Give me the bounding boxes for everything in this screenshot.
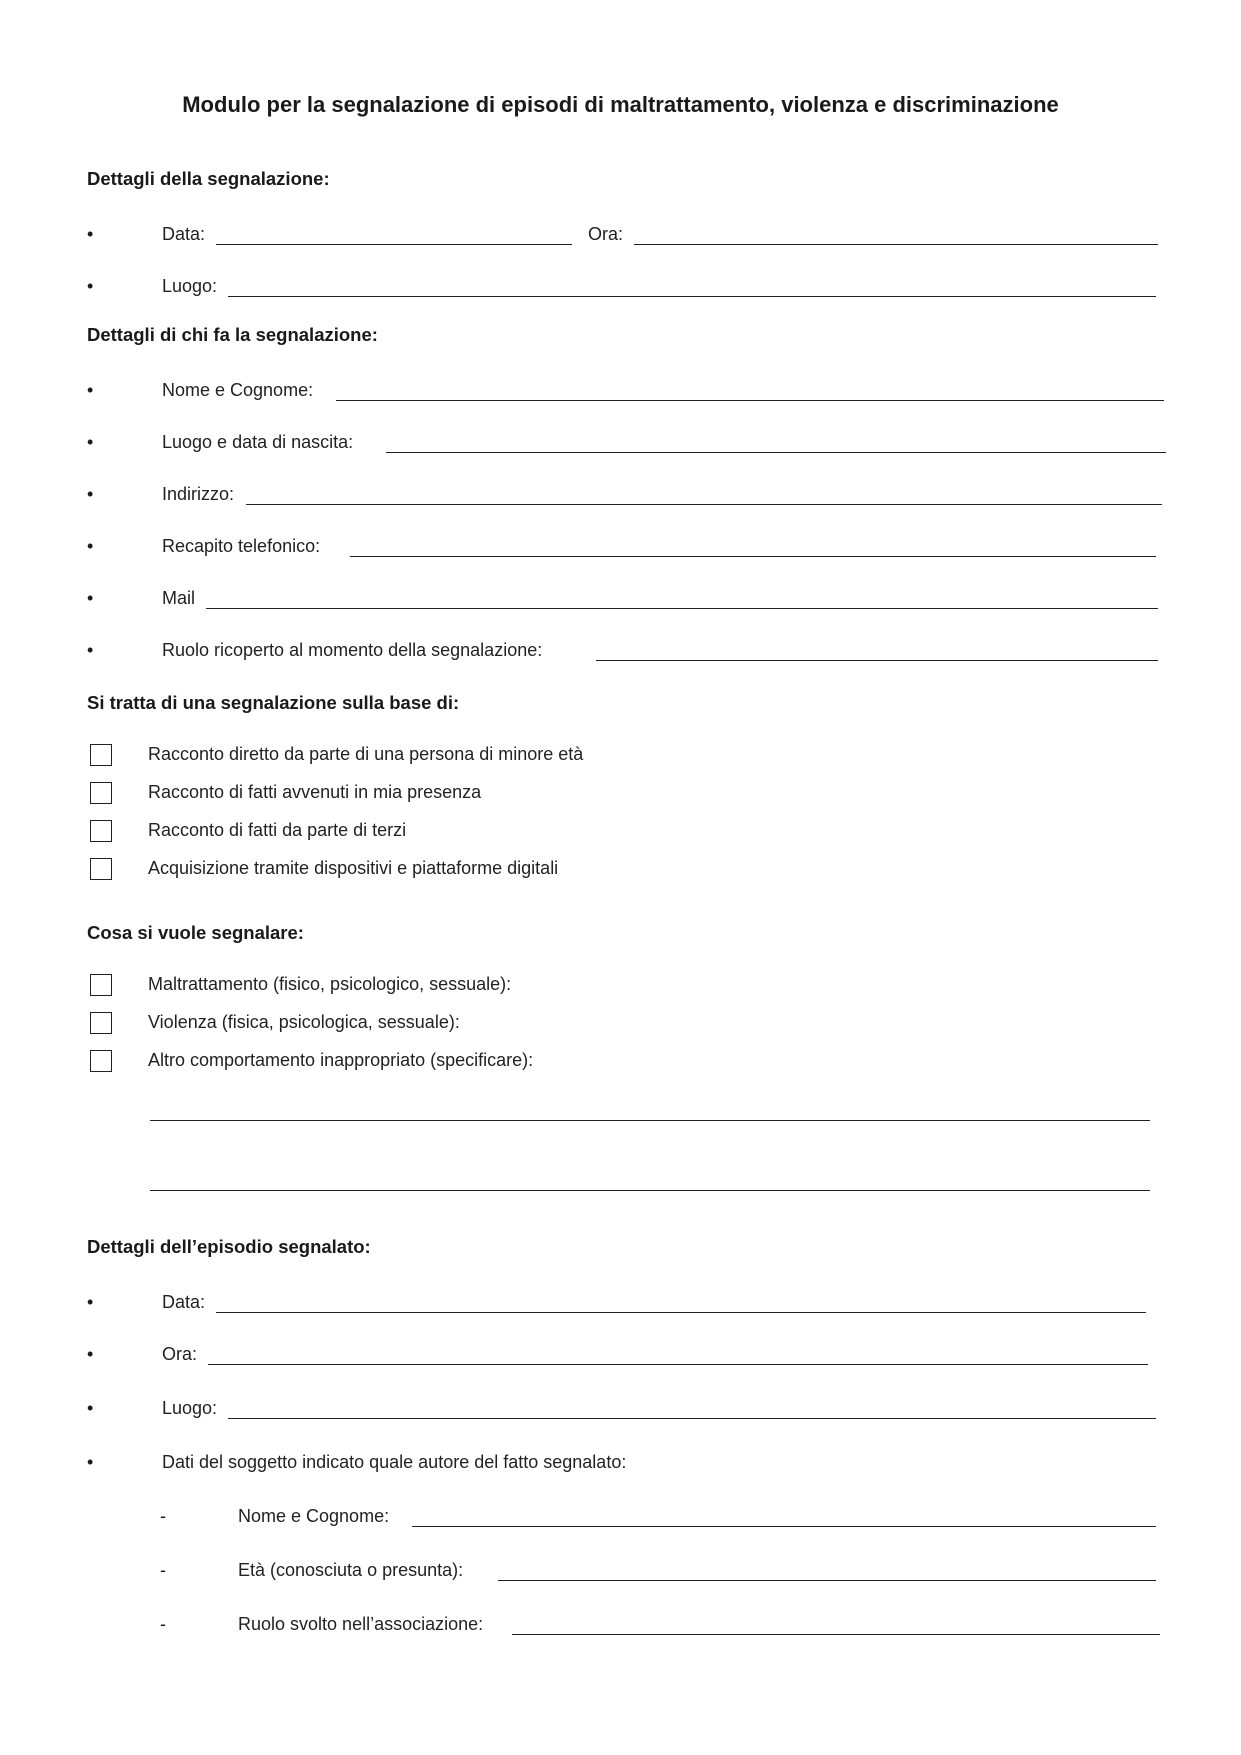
basis-checkbox-witnessed[interactable]: [90, 782, 112, 804]
section-heading-report-basis: Si tratta di una segnalazione sulla base di:: [87, 692, 460, 713]
author-role-field[interactable]: [512, 1634, 1160, 1635]
author-data-label: Dati del soggetto indicato quale autore del fatto segnalato:: [162, 1452, 627, 1472]
author-age-field[interactable]: [498, 1580, 1156, 1581]
basis-checkbox-digital[interactable]: [90, 858, 112, 880]
bullet: •: [87, 276, 94, 296]
type-checkbox-violence[interactable]: [90, 1012, 112, 1034]
type-checkbox-other[interactable]: [90, 1050, 112, 1072]
date-label: Data:: [162, 224, 206, 244]
section-heading-report-details: Dettagli della segnalazione:: [87, 168, 330, 189]
other-specify-line-1[interactable]: [150, 1120, 1150, 1121]
date-field[interactable]: [216, 244, 572, 245]
reporter-mail-label: Mail: [162, 588, 196, 608]
episode-time-field[interactable]: [208, 1364, 1148, 1365]
basis-checkbox-third-party[interactable]: [90, 820, 112, 842]
episode-date-label: Data:: [162, 1292, 206, 1312]
basis-option-label: Racconto di fatti avvenuti in mia presenza: [148, 782, 482, 802]
type-option-label: Violenza (fisica, psicologica, sessuale):: [148, 1012, 460, 1032]
episode-place-field[interactable]: [228, 1418, 1156, 1419]
form-title: Modulo per la segnalazione di episodi di maltrattamento, violenza e discriminazione: [182, 92, 1059, 117]
reporter-address-label: Indirizzo:: [162, 484, 235, 504]
time-field[interactable]: [634, 244, 1158, 245]
reporter-name-label: Nome e Cognome:: [162, 380, 314, 400]
dash-marker: -: [160, 1614, 166, 1634]
basis-option-label: Acquisizione tramite dispositivi e piattaforme digitali: [148, 858, 559, 878]
bullet: •: [87, 432, 94, 452]
other-specify-line-2[interactable]: [150, 1190, 1150, 1191]
time-label: Ora:: [588, 224, 624, 244]
reporter-birth-field[interactable]: [386, 452, 1166, 453]
bullet: •: [87, 224, 94, 244]
reporter-phone-label: Recapito telefonico:: [162, 536, 321, 556]
reporter-role-label: Ruolo ricoperto al momento della segnalazione:: [162, 640, 543, 660]
reporter-birth-label: Luogo e data di nascita:: [162, 432, 354, 452]
reporter-phone-field[interactable]: [350, 556, 1156, 557]
place-label: Luogo:: [162, 276, 218, 296]
type-option-label: Altro comportamento inappropriato (specificare):: [148, 1050, 534, 1070]
basis-option-label: Racconto di fatti da parte di terzi: [148, 820, 407, 840]
basis-checkbox-direct-account[interactable]: [90, 744, 112, 766]
reporter-role-field[interactable]: [596, 660, 1158, 661]
basis-option-label: Racconto diretto da parte di una persona di minore età: [148, 744, 584, 764]
bullet: •: [87, 1344, 94, 1364]
bullet: •: [87, 588, 94, 608]
reporter-mail-field[interactable]: [206, 608, 1158, 609]
dash-marker: -: [160, 1506, 166, 1526]
episode-time-label: Ora:: [162, 1344, 198, 1364]
place-field[interactable]: [228, 296, 1156, 297]
episode-date-field[interactable]: [216, 1312, 1146, 1313]
bullet: •: [87, 640, 94, 660]
section-heading-episode-details: Dettagli dell’episodio segnalato:: [87, 1236, 371, 1257]
bullet: •: [87, 1292, 94, 1312]
section-heading-report-type: Cosa si vuole segnalare:: [87, 922, 304, 943]
author-role-label: Ruolo svolto nell’associazione:: [238, 1614, 484, 1634]
author-name-field[interactable]: [412, 1526, 1156, 1527]
reporter-address-field[interactable]: [246, 504, 1162, 505]
author-age-label: Età (conosciuta o presunta):: [238, 1560, 464, 1580]
bullet: •: [87, 1398, 94, 1418]
bullet: •: [87, 536, 94, 556]
reporter-name-field[interactable]: [336, 400, 1164, 401]
bullet: •: [87, 1452, 94, 1472]
episode-place-label: Luogo:: [162, 1398, 218, 1418]
bullet: •: [87, 484, 94, 504]
section-heading-reporter-details: Dettagli di chi fa la segnalazione:: [87, 324, 378, 345]
type-option-label: Maltrattamento (fisico, psicologico, sessuale):: [148, 974, 512, 994]
type-checkbox-abuse[interactable]: [90, 974, 112, 996]
dash-marker: -: [160, 1560, 166, 1580]
bullet: •: [87, 380, 94, 400]
author-name-label: Nome e Cognome:: [238, 1506, 390, 1526]
